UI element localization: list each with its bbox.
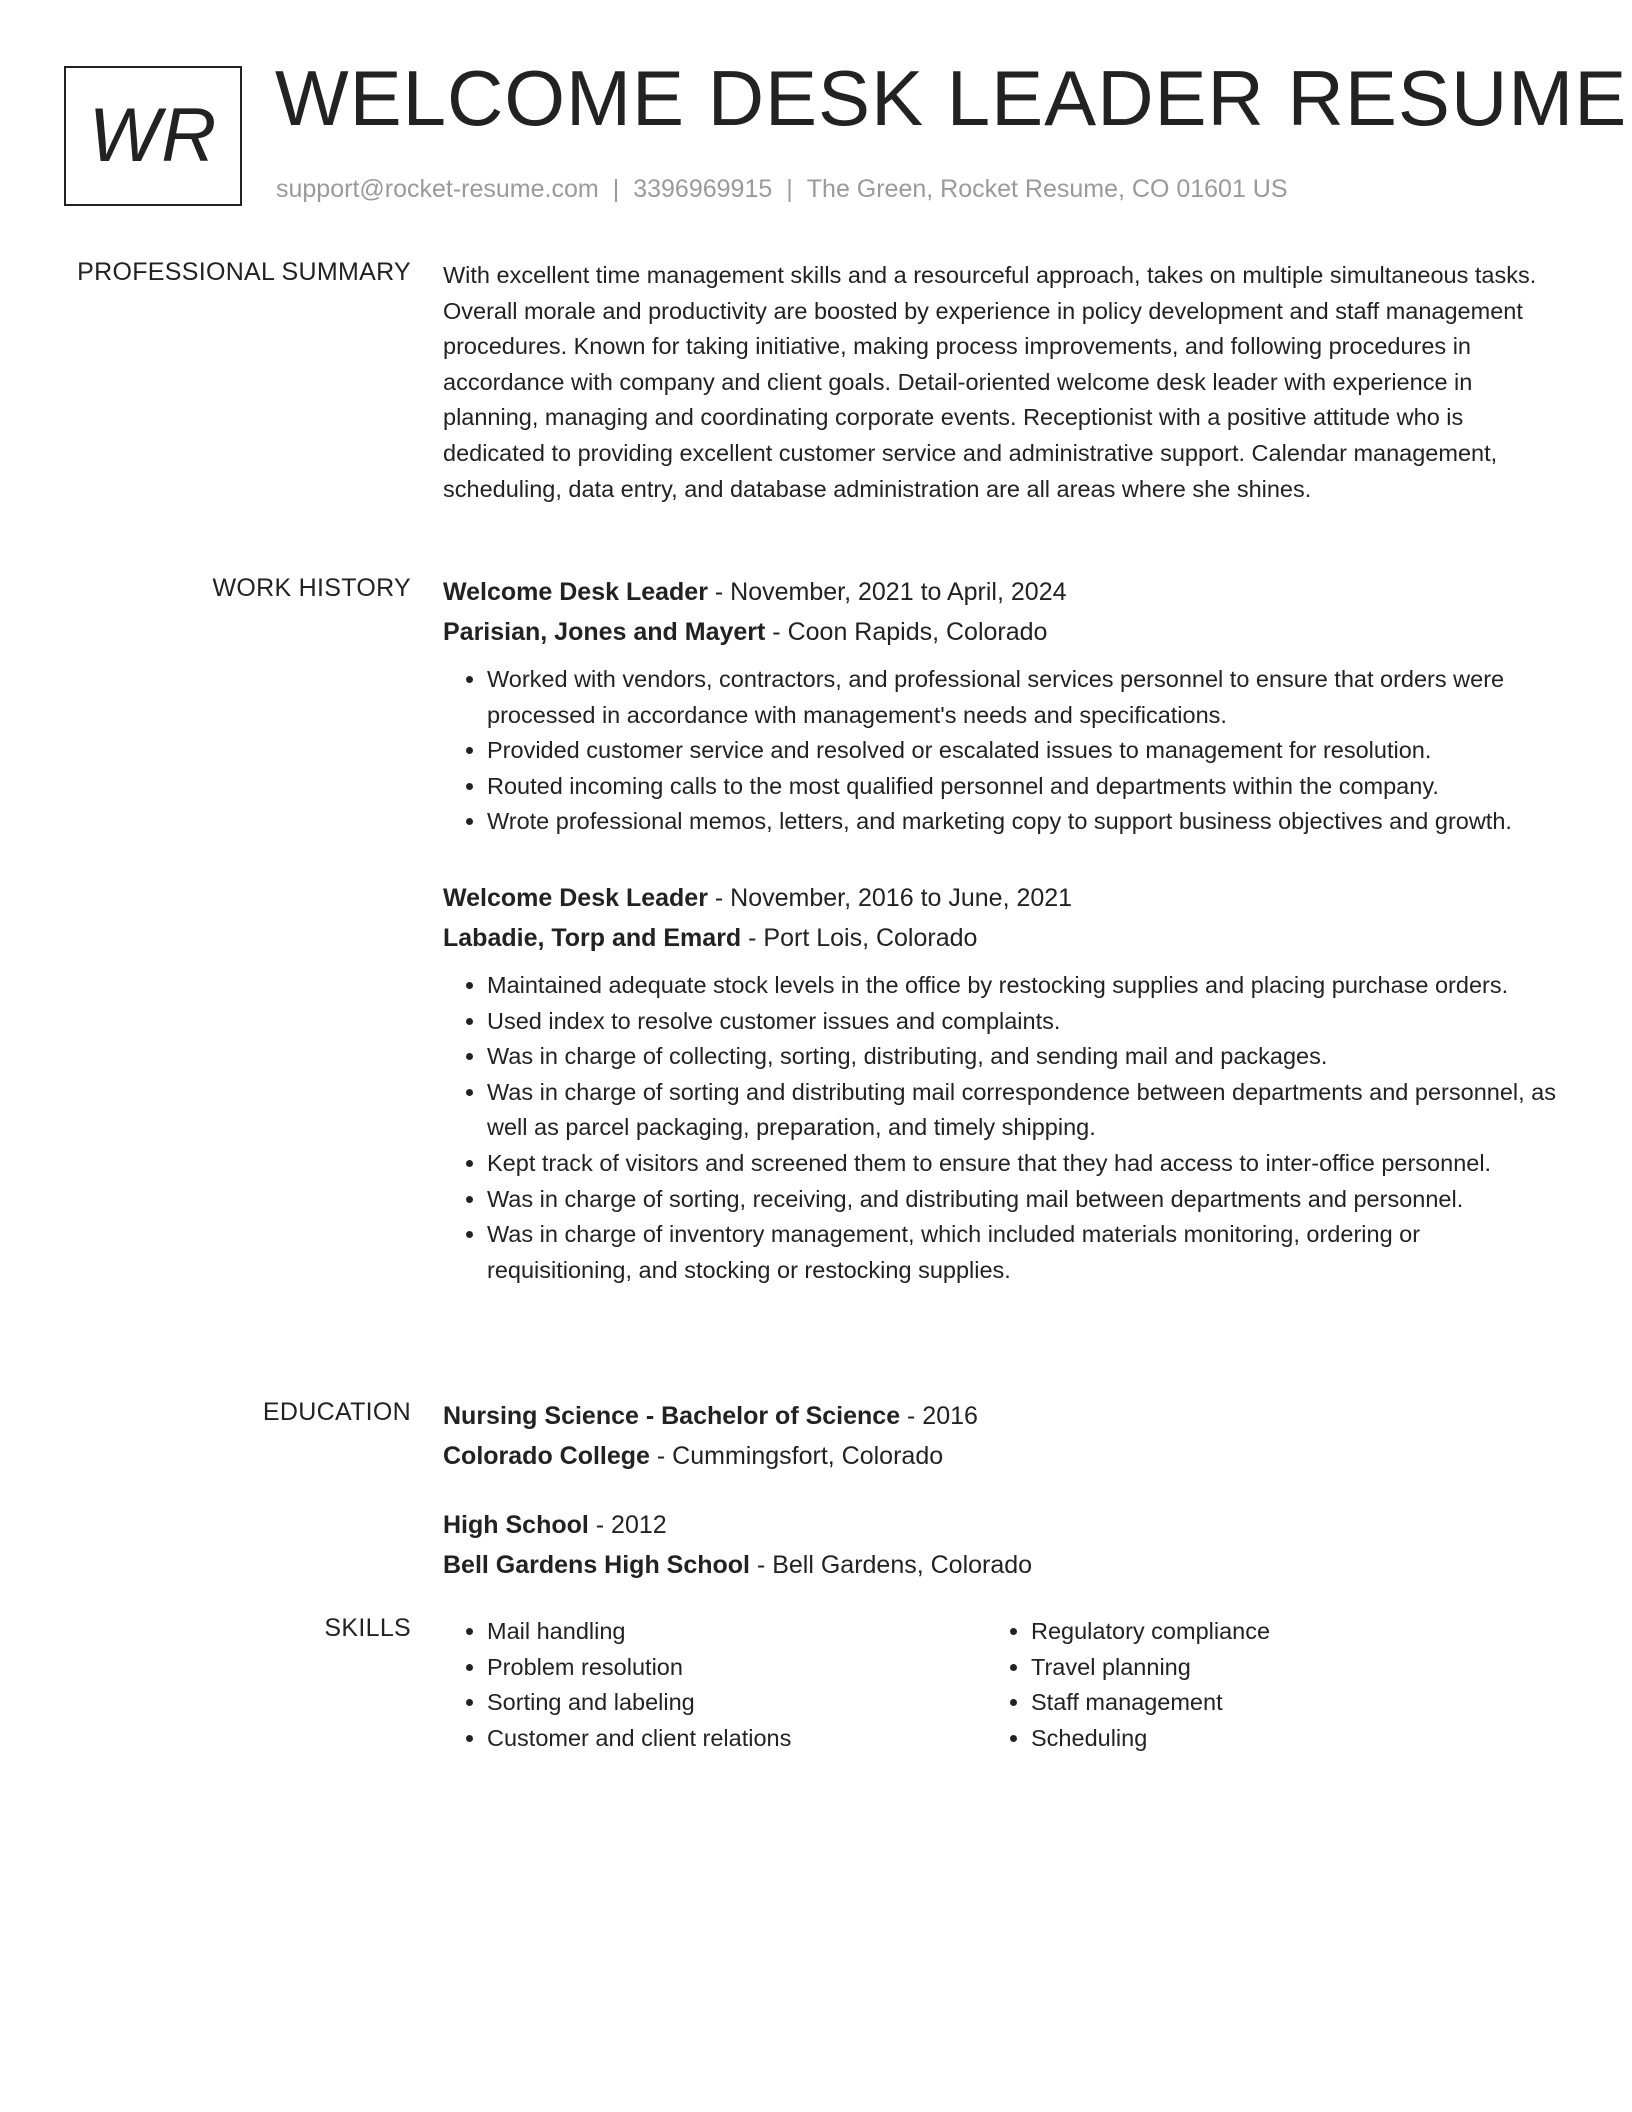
job-location: - Port Lois, Colorado xyxy=(741,923,978,952)
job-bullet: • Routed incoming calls to the most qualified personnel and departments within the company. xyxy=(487,769,1558,805)
job-company: Parisian, Jones and Mayert xyxy=(443,618,766,646)
section-body xyxy=(443,258,1558,507)
section-body xyxy=(443,572,1558,1326)
education-location: - Cummingsfort, Colorado xyxy=(649,1442,944,1470)
education-year: - 2012 xyxy=(588,1511,667,1539)
skills-list xyxy=(987,1614,1531,1756)
skill-item: • Staff management xyxy=(1031,1685,1531,1721)
job-bullet: • Was in charge of sorting and distributing mail correspondence between departments and personnel, as well as parcel packaging, preparation, and timely shipping. xyxy=(487,1075,1558,1146)
education-entry xyxy=(443,1505,1558,1585)
education-year: - 2016 xyxy=(900,1402,978,1430)
section-label: EDUCATION xyxy=(262,1398,411,1426)
education-school: Colorado College xyxy=(443,1442,650,1470)
education-school: Bell Gardens High School xyxy=(443,1551,750,1579)
skill-item: • Sorting and labeling xyxy=(487,1685,987,1721)
skill-item: • Regulatory compliance xyxy=(1031,1614,1531,1650)
job-location: - Coon Rapids, Colorado xyxy=(765,618,1048,646)
contact-line xyxy=(276,175,1288,204)
skill-item: • Customer and client relations xyxy=(487,1721,987,1757)
education-degree: High School xyxy=(443,1511,589,1539)
skills-columns xyxy=(443,1614,1558,1756)
job-title-line xyxy=(443,572,1558,612)
contact-address: The Green, Rocket Resume, CO 01601 US xyxy=(806,175,1288,203)
job-bullet: • Kept track of visitors and screened them to ensure that they had access to inter-office personnel. xyxy=(487,1146,1558,1182)
skill-item: • Travel planning xyxy=(1031,1650,1531,1686)
job-dates: - November, 2016 to June, 2021 xyxy=(707,883,1073,912)
job-bullet: • Was in charge of collecting, sorting, distributing, and sending mail and packages. xyxy=(487,1039,1558,1075)
education-location: - Bell Gardens, Colorado xyxy=(750,1551,1033,1579)
section-label: PROFESSIONAL SUMMARY xyxy=(77,258,411,286)
education-school-line xyxy=(443,1545,1558,1585)
education-entry xyxy=(443,1396,1558,1476)
job-title: Welcome Desk Leader xyxy=(443,883,708,912)
job-title: Welcome Desk Leader xyxy=(443,578,708,606)
monogram-logo xyxy=(64,66,242,206)
job-bullet: • Provided customer service and resolved or escalated issues to management for resolution. xyxy=(487,733,1558,769)
job-bullet: • Worked with vendors, contractors, and professional services personnel to ensure that orders were processed in accordance with management's needs and specifications. xyxy=(487,662,1558,733)
job-entry xyxy=(443,878,1558,1288)
contact-email: support@rocket-resume.com xyxy=(276,175,599,203)
job-bullet: • Maintained adequate stock levels in the office by restocking supplies and placing purchase orders. xyxy=(487,968,1558,1004)
monogram-text: WR xyxy=(88,93,218,178)
skills-list xyxy=(443,1614,987,1756)
job-bullet: • Was in charge of inventory management, which included materials monitoring, ordering or requisitioning, and stocking or restocking supplies. xyxy=(487,1217,1558,1288)
contact-phone: 3396969915 xyxy=(633,175,773,203)
section-label: SKILLS xyxy=(324,1614,411,1642)
job-dates: - November, 2021 to April, 2024 xyxy=(707,578,1067,606)
skill-item: • Problem resolution xyxy=(487,1650,987,1686)
job-bullet: • Used index to resolve customer issues and complaints. xyxy=(487,1004,1558,1040)
job-company: Labadie, Torp and Emard xyxy=(443,923,742,952)
job-company-line xyxy=(443,612,1558,652)
contact-separator: | xyxy=(612,175,620,203)
job-title-line xyxy=(443,878,1558,918)
section-body xyxy=(443,1396,1558,1614)
job-bullet: • Was in charge of sorting, receiving, and distributing mail between departments and personnel. xyxy=(487,1182,1558,1218)
job-bullets xyxy=(443,968,1558,1288)
contact-separator: | xyxy=(786,175,793,203)
education-school-line xyxy=(443,1436,1558,1476)
job-bullets xyxy=(443,662,1558,840)
skill-item: • Scheduling xyxy=(1031,1721,1531,1757)
education-degree-line xyxy=(443,1505,1558,1545)
resume-title: WELCOME DESK LEADER RESUME xyxy=(275,54,1628,142)
skill-item: • Mail handling xyxy=(487,1614,987,1650)
education-degree-line xyxy=(443,1396,1558,1436)
summary-text: With excellent time management skills and a resourceful approach, takes on multiple simultaneous tasks. Overall morale and productivity are boosted by experience in policy development and staff management procedures. Known for taking initiative, making process improvements, and following procedures in accordance with company and client goals. Detail-oriented welcome desk leader with experience in planning, managing and coordinating corporate events. Receptionist with a positive attitude who is dedicated to providing excellent customer service and administrative support. Calendar management, scheduling, data entry, and database administration are all areas where she shines. xyxy=(443,262,1537,502)
job-bullet: • Wrote professional memos, letters, and marketing copy to support business objectives and growth. xyxy=(487,804,1558,840)
section-label: WORK HISTORY xyxy=(212,574,411,602)
job-entry xyxy=(443,572,1558,840)
job-company-line xyxy=(443,918,1558,958)
education-degree: Nursing Science - Bachelor of Science xyxy=(443,1402,901,1430)
